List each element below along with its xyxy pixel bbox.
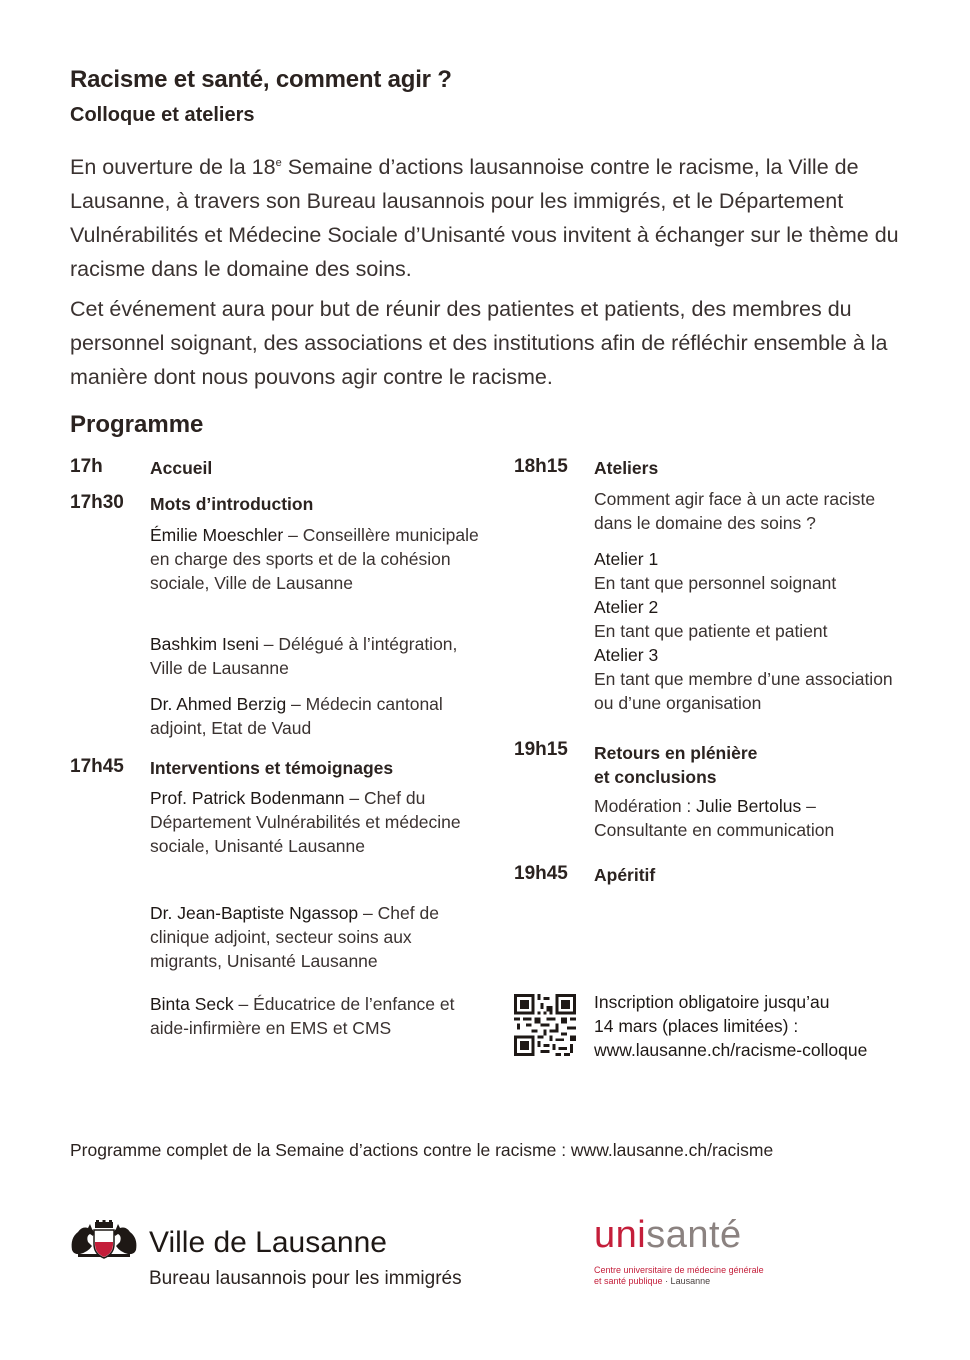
slot-title-accueil: Accueil — [150, 458, 213, 478]
qr-code-icon[interactable] — [514, 994, 576, 1056]
atelier-1-desc: En tant que personnel soignant — [594, 573, 837, 593]
page-title: Racisme et santé, comment agir ? — [70, 66, 452, 93]
ateliers-question: Comment agir face à un acte raciste dans le domaine des soins ? — [594, 489, 876, 533]
time-19h15: 19h15 — [514, 739, 568, 760]
atelier-3-name: Atelier 3 — [594, 645, 659, 665]
lausanne-department: Bureau lausannois pour les immigrés — [149, 1268, 462, 1289]
page-subtitle: Colloque et ateliers — [70, 104, 255, 126]
time-18h15: 18h15 — [514, 456, 568, 477]
speaker-bodenmann: Prof. Patrick Bodenmann – Chef du Département Vulnérabilités et médecine sociale, Unisanté Lausanne — [150, 788, 461, 856]
moderation: Modération : Julie Bertolus – Consultante en communication — [594, 796, 835, 840]
registration-link[interactable]: www.lausanne.ch/racisme-colloque — [594, 1040, 868, 1060]
atelier-2-desc: En tant que patiente et patient — [594, 621, 828, 641]
intro-paragraph-2: Cet événement aura pour but de réunir des patientes et patients, des membres du personnel soignant, des associations et des institutions afin de réfléchir ensemble à la manière dont nous pouvons agir contre le racisme. — [70, 297, 888, 389]
full-programme-link[interactable]: Programme complet de la Semaine d’actions contre le racisme : www.lausanne.ch/racisme — [70, 1140, 774, 1160]
atelier-3-desc: En tant que membre d’une association ou d’une organisation — [594, 669, 893, 713]
atelier-1-name: Atelier 1 — [594, 549, 659, 569]
slot-title-ateliers: Ateliers — [594, 458, 659, 478]
speaker-seck: Binta Seck – Éducatrice de l’enfance et aide-infirmière en EMS et CMS — [150, 994, 455, 1038]
slot-title-introduction: Mots d’introduction — [150, 494, 314, 514]
time-17h: 17h — [70, 456, 103, 477]
lausanne-logo-text: Ville de Lausanne — [149, 1226, 387, 1259]
speaker-moeschler: Émilie Moeschler – Conseillère municipale en charge des sports et de la cohésion sociale, Ville de Lausanne — [150, 525, 479, 593]
speaker-berzig: Dr. Ahmed Berzig – Médecin cantonal adjoint, Etat de Vaud — [150, 694, 443, 738]
slot-title-interventions: Interventions et témoignages — [150, 758, 394, 778]
time-19h45: 19h45 — [514, 863, 568, 884]
speaker-ngassop: Dr. Jean-Baptiste Ngassop – Chef de clinique adjoint, secteur soins aux migrants, Unisanté Lausanne — [150, 903, 439, 971]
lausanne-crest-icon — [68, 1220, 140, 1260]
time-17h45: 17h45 — [70, 756, 124, 777]
speaker-iseni: Bashkim Iseni – Délégué à l’intégration, Ville de Lausanne — [150, 634, 458, 678]
unisante-tagline: Centre universitaire de médecine générale et santé publique · Lausanne — [594, 1265, 764, 1286]
slot-title-aperitif: Apéritif — [594, 865, 656, 885]
unisante-logo: unisanté — [594, 1214, 742, 1256]
time-17h30: 17h30 — [70, 492, 124, 513]
slot-title-conclusions: Retours en plénière et conclusions — [594, 743, 758, 787]
intro-paragraph-1: En ouverture de la 18e Semaine d’actions lausannoise contre le racisme, la Ville de Lausanne, à travers son Bureau lausannois pour les immigrés, et le Département Vulnérabilités et Médecine Sociale d’Unisanté vous invitent à échanger sur le thème du racisme dans le domaine des soins. — [70, 155, 899, 282]
registration-info: Inscription obligatoire jusqu’au 14 mars (places limitées) : www.lausanne.ch/racisme-colloque — [594, 992, 868, 1060]
programme-heading: Programme — [70, 411, 204, 438]
atelier-list — [594, 547, 924, 715]
atelier-2-name: Atelier 2 — [594, 597, 659, 617]
